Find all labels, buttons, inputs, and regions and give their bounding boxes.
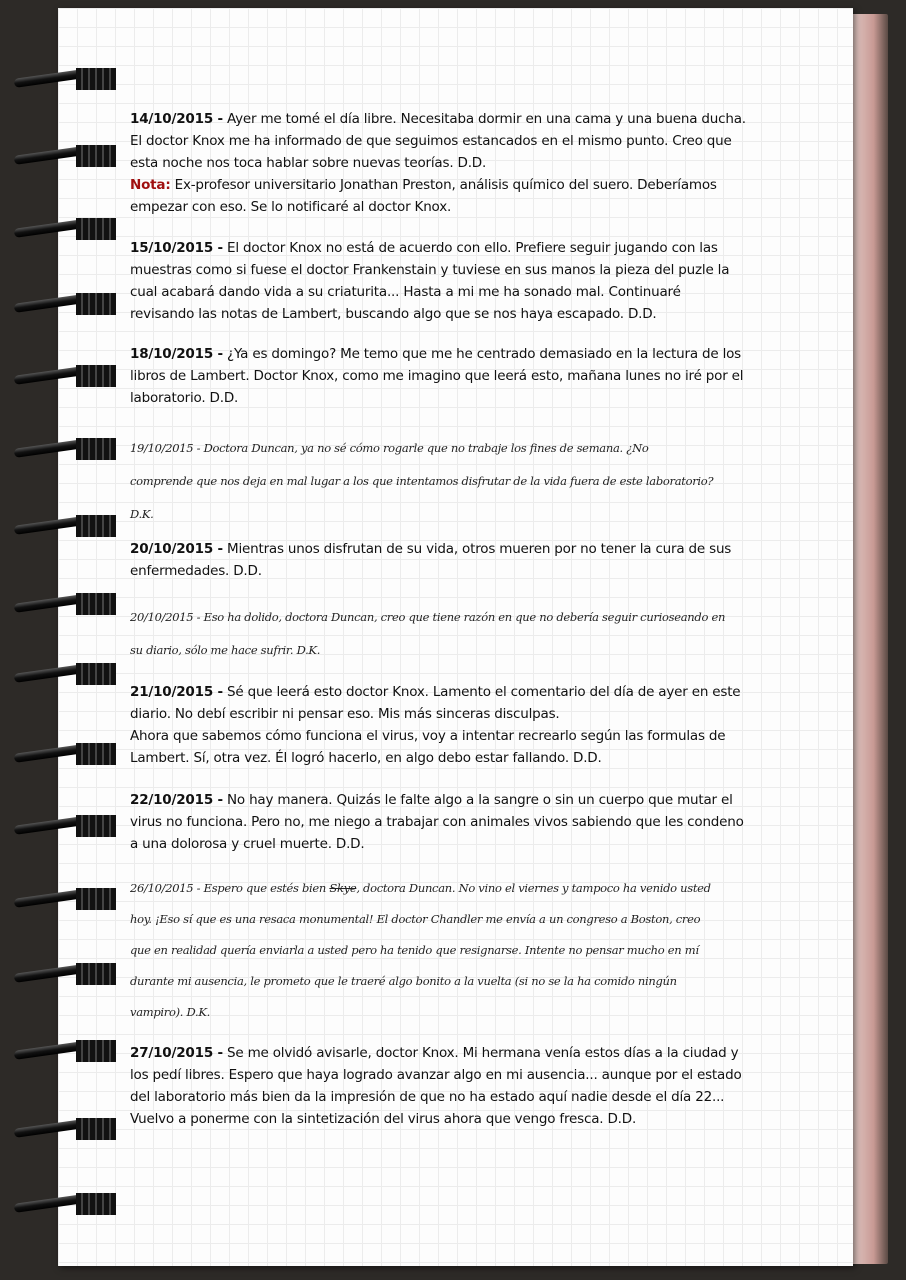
diary-entry bbox=[130, 432, 790, 531]
entry-text: diario. No debí escribir ni pensar eso. Mis más sinceras disculpas. bbox=[130, 706, 560, 722]
spiral-ring bbox=[14, 1040, 106, 1062]
entry-text: , doctora Duncan. No vino el viernes y tampoco ha venido usted bbox=[356, 881, 711, 895]
entry-text: revisando las notas de Lambert, buscando algo que se nos haya escapado. D.D. bbox=[130, 306, 657, 322]
entry-text: Vuelvo a ponerme con la sintetización del virus ahora que vengo fresca. D.D. bbox=[130, 1111, 637, 1127]
entry-text: laboratorio. D.D. bbox=[130, 390, 239, 406]
entry-text: su diario, sólo me hace sufrir. D.K. bbox=[130, 643, 321, 657]
spiral-ring bbox=[14, 68, 106, 90]
spiral-ring bbox=[14, 593, 106, 615]
entry-text: libros de Lambert. Doctor Knox, como me imagino que leerá esto, mañana lunes no iré por el bbox=[130, 368, 744, 384]
entry-text: El doctor Knox me ha informado de que seguimos estancados en el mismo punto. Creo que bbox=[130, 133, 732, 149]
entry-date: 18/10/2015 - bbox=[130, 346, 223, 362]
diary-entry bbox=[130, 873, 790, 1028]
diary-entry bbox=[130, 681, 790, 769]
entry-text: a una dolorosa y cruel muerte. D.D. bbox=[130, 836, 365, 852]
spiral-ring bbox=[14, 1118, 106, 1140]
note-text: Ex-profesor universitario Jonathan Preston, análisis químico del suero. Deberíamos bbox=[174, 177, 717, 193]
spiral-ring bbox=[14, 438, 106, 460]
entry-text: virus no funciona. Pero no, me niego a trabajar con animales vivos sabiendo que les condeno bbox=[130, 814, 744, 830]
entry-date: 22/10/2015 - bbox=[130, 792, 223, 808]
spiral-ring bbox=[14, 963, 106, 985]
entry-text: El doctor Knox no está de acuerdo con ello. Prefiere seguir jugando con las bbox=[227, 240, 718, 256]
entry-text: durante mi ausencia, le prometo que le traeré algo bonito a la vuelta (si no se la ha comido ningún bbox=[130, 974, 677, 988]
entry-text: Ayer me tomé el día libre. Necesitaba dormir en una cama y una buena ducha. bbox=[227, 111, 746, 127]
entry-date: 19/10/2015 - bbox=[130, 441, 201, 455]
entry-date: 27/10/2015 - bbox=[130, 1045, 223, 1061]
entry-text: ¿Ya es domingo? Me temo que me he centrado demasiado en la lectura de los bbox=[227, 346, 742, 362]
spiral-ring bbox=[14, 743, 106, 765]
entry-date: 15/10/2015 - bbox=[130, 240, 223, 256]
diary-entry bbox=[130, 343, 790, 409]
spiral-ring bbox=[14, 815, 106, 837]
entry-text: del laboratorio más bien da la impresión de que no ha estado aquí nadie desde el día 22... bbox=[130, 1089, 725, 1105]
entry-text: Doctora Duncan, ya no sé cómo rogarle que no trabaje los fines de semana. ¿No bbox=[203, 441, 649, 455]
entry-date: 20/10/2015 - bbox=[130, 610, 201, 624]
spiral-ring bbox=[14, 663, 106, 685]
entry-text: D.K. bbox=[130, 507, 154, 521]
entry-text: comprende que nos deja en mal lugar a los que intentamos disfrutar de la vida fuera de este laboratorio? bbox=[130, 474, 714, 488]
diary-entry bbox=[130, 538, 790, 582]
spiral-ring bbox=[14, 888, 106, 910]
diary-entry bbox=[130, 237, 790, 325]
spiral-ring bbox=[14, 293, 106, 315]
spiral-ring bbox=[14, 218, 106, 240]
struck-word: Skye bbox=[329, 881, 357, 895]
entry-text: Ahora que sabemos cómo funciona el virus, voy a intentar recrearlo según las formulas de bbox=[130, 728, 726, 744]
spiral-ring bbox=[14, 145, 106, 167]
entry-text: hoy. ¡Eso sí que es una resaca monumental! El doctor Chandler me envía a un congreso a Boston, creo bbox=[130, 912, 701, 926]
diary-entry bbox=[130, 601, 790, 667]
note-label: Nota: bbox=[130, 177, 171, 193]
entry-date: 14/10/2015 - bbox=[130, 111, 223, 127]
entry-text: que en realidad quería enviarla a usted pero ha tenido que resignarse. Intente no pensar mucho en mí bbox=[130, 943, 699, 957]
spiral-ring bbox=[14, 515, 106, 537]
entry-text: Mientras unos disfrutan de su vida, otros mueren por no tener la cura de sus bbox=[227, 541, 732, 557]
entry-text: Sé que leerá esto doctor Knox. Lamento el comentario del día de ayer en este bbox=[227, 684, 741, 700]
diary-entry bbox=[130, 1042, 790, 1130]
entry-text: cual acabará dando vida a su criaturita... Hasta a mi me ha sonado mal. Continuaré bbox=[130, 284, 681, 300]
entry-date: 21/10/2015 - bbox=[130, 684, 223, 700]
spiral-ring bbox=[14, 1193, 106, 1215]
entry-text: vampiro). D.K. bbox=[130, 1005, 211, 1019]
entry-text: esta noche nos toca hablar sobre nuevas teorías. D.D. bbox=[130, 155, 487, 171]
diary-entry bbox=[130, 789, 790, 855]
entry-text: No hay manera. Quizás le falte algo a la sangre o sin un cuerpo que mutar el bbox=[227, 792, 733, 808]
note-text: empezar con eso. Se lo notificaré al doctor Knox. bbox=[130, 199, 452, 215]
entry-text: muestras como si fuese el doctor Frankenstain y tuviese en sus manos la pieza del puzle la bbox=[130, 262, 730, 278]
entry-text: Eso ha dolido, doctora Duncan, creo que tiene razón en que no debería seguir curioseando en bbox=[203, 610, 726, 624]
diary-entry bbox=[130, 108, 790, 218]
entry-text: enfermedades. D.D. bbox=[130, 563, 262, 579]
entry-date: 26/10/2015 - bbox=[130, 881, 201, 895]
entry-text: Se me olvidó avisarle, doctor Knox. Mi hermana venía estos días a la ciudad y bbox=[227, 1045, 739, 1061]
entry-text: los pedí libres. Espero que haya logrado avanzar algo en mi ausencia... aunque por el estado bbox=[130, 1067, 742, 1083]
entry-text: Lambert. Sí, otra vez. Él logró hacerlo, en algo debo estar fallando. D.D. bbox=[130, 750, 602, 766]
entry-text: Espero que estés bien bbox=[203, 881, 327, 895]
entry-date: 20/10/2015 - bbox=[130, 541, 223, 557]
spiral-ring bbox=[14, 365, 106, 387]
